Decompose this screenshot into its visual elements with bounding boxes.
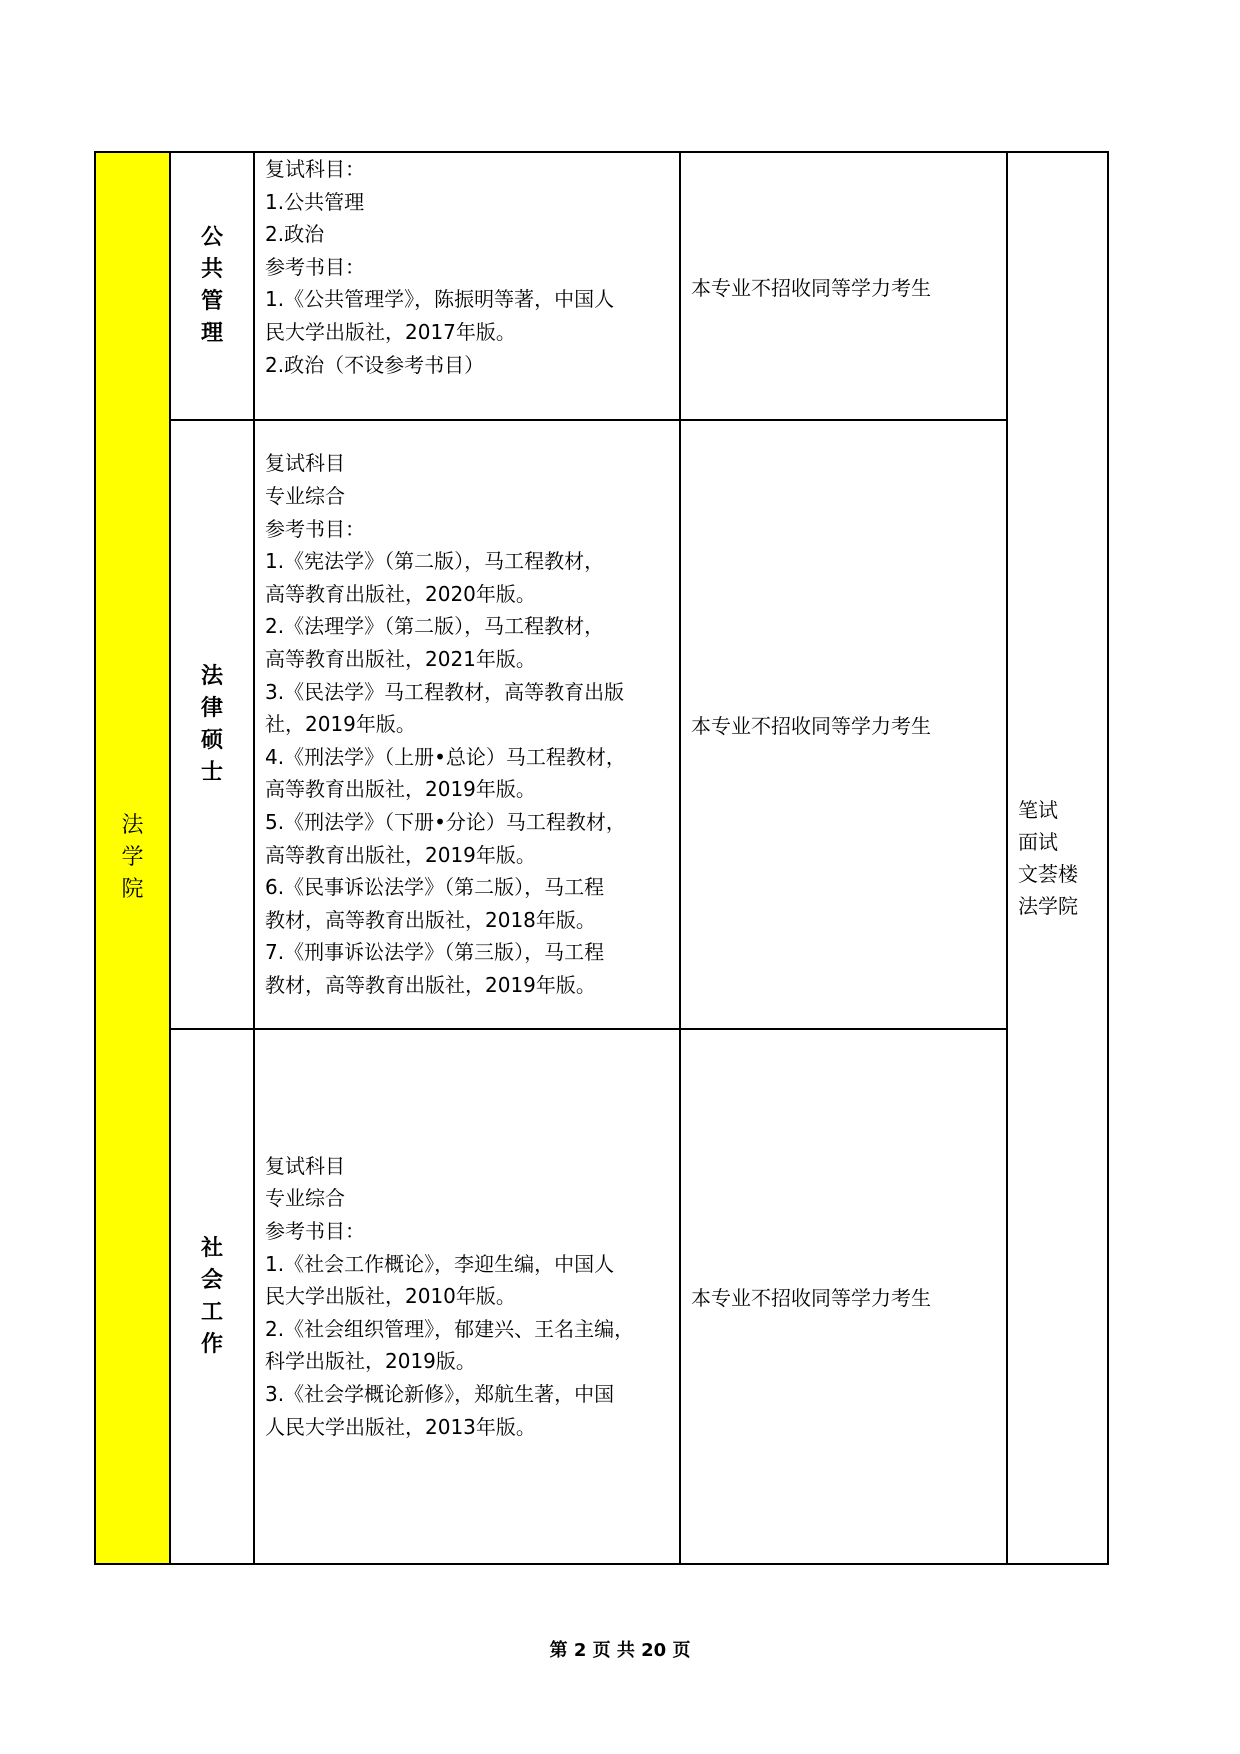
method-line: 笔试 xyxy=(1018,798,1058,822)
subjects-list xyxy=(265,153,669,381)
equivalent-cell xyxy=(680,152,1007,420)
subject-line: 2.政治 xyxy=(265,222,325,247)
table-row xyxy=(95,420,1108,1029)
subject-line: 专业综合 xyxy=(265,1186,345,1211)
equivalent-text: 本专业不招收同等学力考生 xyxy=(691,714,931,738)
subject-line: 1.《宪法学》（第二版），马工程教材， xyxy=(265,549,605,574)
subject-line: 1.《公共管理学》，陈振明等著，中国人 xyxy=(265,287,615,312)
subject-line: 专业综合 xyxy=(265,484,345,509)
subject-line: 人民大学出版社，2013年版。 xyxy=(265,1414,536,1439)
subject-line: 高等教育出版社，2021年版。 xyxy=(265,647,536,672)
subjects-cell xyxy=(254,420,680,1029)
method-line: 文荟楼 xyxy=(1018,862,1078,886)
subject-line: 民大学出版社，2017年版。 xyxy=(265,319,516,344)
subject-line: 复试科目 xyxy=(265,451,345,476)
subject-line: 科学出版社，2019版。 xyxy=(265,1349,476,1374)
subject-line: 教材，高等教育出版社，2019年版。 xyxy=(265,972,596,997)
subject-line: 3.《社会学概论新修》，郑航生著，中国 xyxy=(265,1381,615,1406)
method-line: 法学院 xyxy=(1018,894,1078,918)
subject-line: 参考书目： xyxy=(265,1219,365,1244)
major-name: 公共管理 xyxy=(200,225,223,346)
college-name: 法学院 xyxy=(121,813,144,902)
table-row xyxy=(95,1029,1108,1564)
college-cell xyxy=(95,152,170,1564)
subject-line: 2.《法理学》（第二版），马工程教材， xyxy=(265,614,605,639)
subject-line: 高等教育出版社，2019年版。 xyxy=(265,777,536,802)
subject-line: 教材，高等教育出版社，2018年版。 xyxy=(265,907,596,932)
subject-line: 5.《刑法学》（下册•分论）马工程教材， xyxy=(265,809,626,834)
subject-line: 2.《社会组织管理》，郁建兴、王名主编， xyxy=(265,1316,635,1341)
subject-line: 复试科目： xyxy=(265,157,365,181)
method-line: 面试 xyxy=(1018,830,1058,854)
page-footer: 第 2 页 共 20 页 xyxy=(549,1640,691,1661)
subject-line: 参考书目： xyxy=(265,254,365,279)
major-cell xyxy=(170,420,254,1029)
major-name: 法律硕士 xyxy=(200,663,223,785)
equivalent-text: 本专业不招收同等学力考生 xyxy=(691,1286,931,1310)
subject-line: 4.《刑法学》（上册•总论）马工程教材， xyxy=(265,744,626,769)
subject-line: 6.《民事诉讼法学》（第二版），马工程 xyxy=(265,875,605,900)
subject-line: 1.公共管理 xyxy=(265,189,365,214)
method-list xyxy=(1018,794,1107,922)
subject-line: 高等教育出版社，2020年版。 xyxy=(265,581,536,606)
subject-line: 高等教育出版社，2019年版。 xyxy=(265,842,536,867)
subject-line: 7.《刑事诉讼法学》（第三版），马工程 xyxy=(265,940,605,965)
equivalent-text: 本专业不招收同等学力考生 xyxy=(691,275,931,300)
equivalent-cell xyxy=(680,1029,1007,1564)
subject-line: 社，2019年版。 xyxy=(265,712,416,737)
equivalent-cell xyxy=(680,420,1007,1029)
major-cell xyxy=(170,152,254,420)
subject-line: 2.政治（不设参考书目） xyxy=(265,352,485,377)
admission-table xyxy=(94,151,1109,1565)
subject-line: 参考书目： xyxy=(265,516,365,541)
subject-line: 复试科目 xyxy=(265,1153,345,1178)
method-cell xyxy=(1007,152,1108,1564)
subjects-cell xyxy=(254,152,680,420)
subjects-list xyxy=(265,1150,669,1443)
major-cell xyxy=(170,1029,254,1564)
subject-line: 民大学出版社，2010年版。 xyxy=(265,1284,516,1309)
subjects-list xyxy=(265,447,669,1001)
subject-line: 3.《民法学》马工程教材，高等教育出版 xyxy=(265,679,625,704)
table-row xyxy=(95,152,1108,420)
subjects-cell xyxy=(254,1029,680,1564)
major-name: 社会工作 xyxy=(200,1235,223,1357)
subject-line: 1.《社会工作概论》，李迎生编，中国人 xyxy=(265,1251,615,1276)
